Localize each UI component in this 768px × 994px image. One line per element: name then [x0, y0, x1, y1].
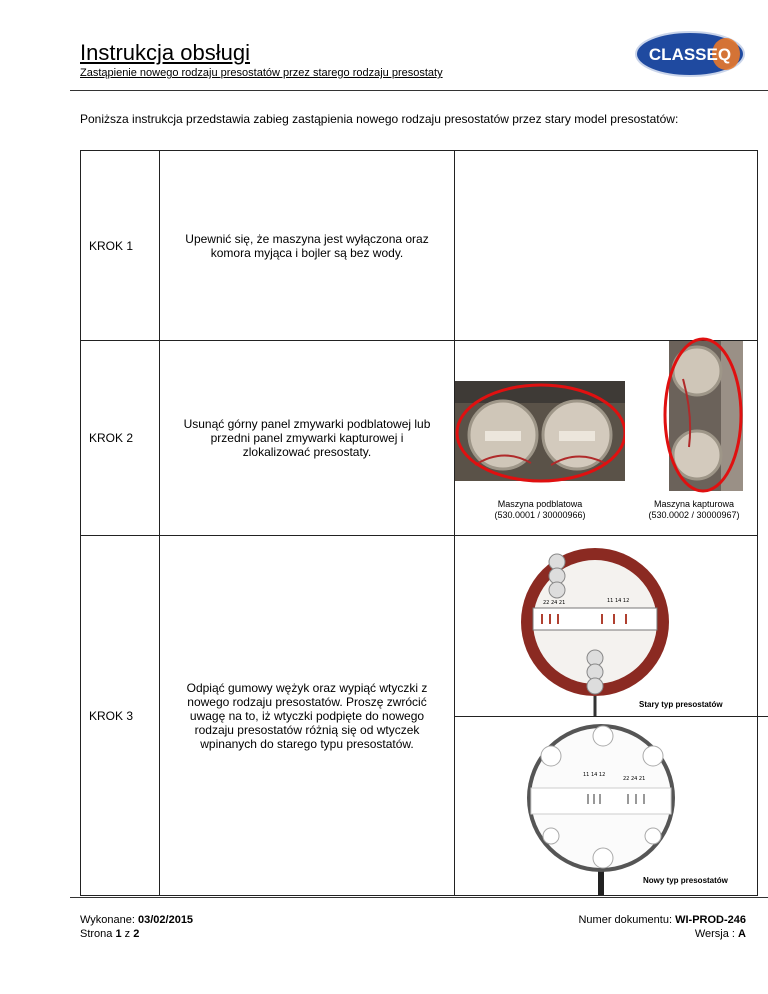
old-type-pressure-switch-diagram: [497, 546, 697, 716]
step3-divider: [455, 716, 768, 717]
page-number: Strona 1 z 2: [80, 928, 140, 940]
step-text-1: Upewnić się, że maszyna jest wyłączona oraz komora myjąca i bojler są bez wody.: [185, 231, 429, 260]
intro-text: Poniższa instrukcja przedstawia zabieg zastąpienia nowego rodzaju presostatów przez stary model presostatów:: [80, 112, 679, 126]
undercounter-pressure-switch-photo: [455, 377, 625, 485]
caption-undercounter: Maszyna podblatowa (530.0001 / 30000966): [494, 499, 586, 520]
steps-table: [80, 150, 758, 896]
new-type-label: Nowy typ presostatów: [643, 876, 728, 885]
old-right-terminals: 11 14 12: [607, 598, 630, 604]
step-label-2: KROK 2: [81, 341, 160, 536]
footer-right: [578, 913, 746, 941]
header-divider: [70, 90, 768, 91]
step-row-3: [81, 536, 758, 896]
step-row-2: [81, 341, 758, 536]
document-version: Wersja : A: [694, 928, 746, 940]
page-subtitle: Zastąpienie nowego rodzaju presostatów przez starego rodzaju presostaty: [80, 67, 443, 79]
old-type-label: Stary typ presostatów: [639, 700, 723, 709]
new-left-terminals: 11 14 12: [583, 772, 606, 778]
hood-pressure-switch-photo: [659, 335, 751, 495]
page-title: Instrukcja obsługi: [80, 40, 250, 65]
old-left-terminals: 22 24 21: [543, 600, 566, 606]
step-label-3: KROK 3: [81, 536, 160, 896]
step-image-cell-2: [455, 341, 758, 536]
logo-text: CLASSEQ: [648, 45, 732, 64]
caption-hood: Maszyna kapturowa (530.0002 / 30000967): [648, 499, 740, 520]
document-number: Numer dokumentu: WI-PROD-246: [578, 914, 746, 926]
step-text-3: Odpiąć gumowy wężyk oraz wypiąć wtyczki z nowego rodzaju presostatów. Proszę zwrócić uwagę na to, iż wtyczki podpięte do nowego rodzaju presostatów różnią się od wtyczek wpinanych do starego typu presostatów.: [186, 680, 428, 751]
made-date: Wykonane: 03/02/2015: [80, 914, 194, 926]
step-image-cell-1: [455, 151, 758, 341]
new-right-terminals: 22 24 21: [623, 776, 646, 782]
step-row-1: [81, 151, 758, 341]
step-text-2: Usunąć górny panel zmywarki podblatowej lub przedni panel zmywarki kapturowej i zlokalizować presostaty.: [183, 417, 431, 459]
footer-divider: [70, 897, 768, 898]
classeq-logo: [634, 30, 746, 78]
step-label-1: KROK 1: [81, 151, 160, 341]
footer-left: [80, 913, 193, 941]
new-type-pressure-switch-diagram: [507, 722, 697, 896]
step-image-cell-3: [455, 536, 758, 896]
